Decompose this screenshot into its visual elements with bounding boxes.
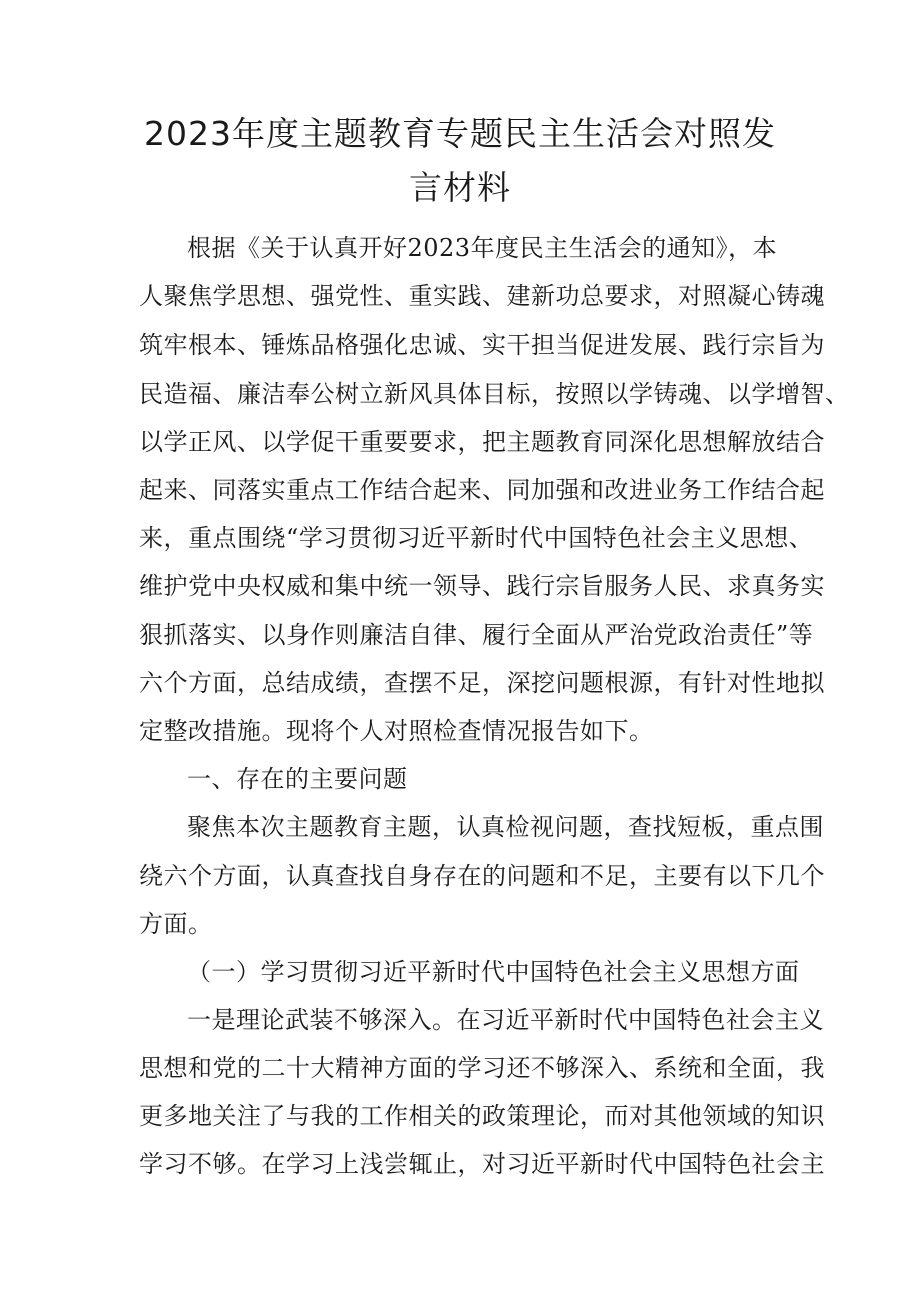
body-line: 维护党中央权威和集中统一领导、践行宗旨服务人民、求真务实 [139, 572, 825, 600]
body-line: 来，重点围绕“学习贯彻习近平新时代中国特色社会主义思想、 [139, 524, 814, 552]
body-line: 狠抓落实、以身作则廉洁自律、履行全面从严治党政治责任”等 [139, 621, 814, 649]
body-line: 以学正风、以学促干重要要求，把主题教育同深化思想解放结合 [139, 428, 825, 456]
subsection-heading: （一）学习贯彻习近平新时代中国特色社会主义思想方面 [187, 958, 800, 986]
body-line: 民造福、廉洁奉公树立新风具体目标，按照以学铸魂、以学增智、 [139, 380, 850, 408]
body-line: 方面。 [139, 910, 213, 938]
body-line: 思想和党的二十大精神方面的学习还不够深入、系统和全面，我 [139, 1054, 825, 1082]
body-line: 六个方面，总结成绩，查摆不足，深挖问题根源，有针对性地拟 [139, 669, 825, 697]
body-line: 更多地关注了与我的工作相关的政策理论，而对其他领域的知识 [139, 1102, 825, 1130]
body-line: 根据《关于认真开好2023年度民主生活会的通知》，本 [187, 234, 778, 262]
body-line: 起来、同落实重点工作结合起来、同加强和改进业务工作结合起 [139, 476, 825, 504]
title-line-2: 言材料 [409, 168, 511, 207]
body-line: 一是理论武装不够深入。在习近平新时代中国特色社会主义 [187, 1006, 824, 1034]
title-line-1: 2023年度主题教育专题民主生活会对照发 [144, 114, 776, 153]
body-line: 人聚焦学思想、强党性、重实践、建新功总要求，对照凝心铸魂 [139, 282, 825, 310]
body-line: 筑牢根本、锤炼品格强化忠诚、实干担当促进发展、践行宗旨为 [139, 331, 825, 359]
document-title [130, 110, 790, 212]
body-line: 聚焦本次主题教育主题，认真检视问题，查找短板，重点围 [187, 813, 824, 841]
section-heading: 一、存在的主要问题 [187, 765, 408, 793]
body-line: 定整改措施。现将个人对照检查情况报告如下。 [139, 717, 654, 745]
body-line: 绕六个方面，认真查找自身存在的问题和不足，主要有以下几个 [139, 862, 825, 890]
body-line: 学习不够。在学习上浅尝辄止，对习近平新时代中国特色社会主 [139, 1150, 825, 1178]
